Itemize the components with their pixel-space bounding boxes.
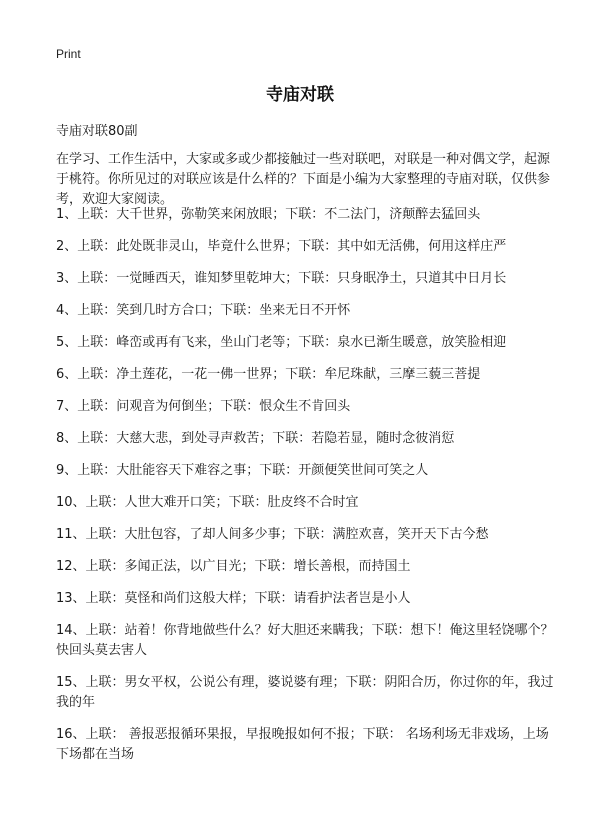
couplet-item: 16、上联： 善报恶报循环果报，早报晚报如何不报；下联： 名场利场无非戏场，上场下场都在当场 — [56, 727, 549, 762]
couplet-item: 6、上联：净土莲花，一花一佛一世界；下联：牟尼珠献，三摩三藐三菩提 — [56, 367, 481, 382]
couplet-list — [56, 205, 556, 777]
couplet-item: 5、上联：峰峦或再有飞来，坐山门老等；下联：泉水已渐生暖意，放笑脸相迎 — [56, 335, 507, 350]
couplet-item: 15、上联：男女平权，公说公有理，婆说婆有理；下联：阴阳合历，你过你的年，我过我的年 — [56, 675, 554, 710]
couplet-item: 7、上联：问观音为何倒坐；下联：恨众生不肯回头 — [56, 399, 351, 414]
subtitle: 寺庙对联80副 — [56, 124, 138, 139]
couplet-item: 14、上联：站着！你背地做些什么？好大胆还来瞒我；下联：想下！俺这里轻饶哪个？快回头莫去害人 — [56, 623, 554, 658]
couplet-item: 8、上联：大慈大悲，到处寻声救苦；下联：若隐若显，随时念彼消愆 — [56, 431, 455, 446]
couplet-item: 3、上联：一觉睡西天，谁知梦里乾坤大；下联：只身眠净土，只道其中日月长 — [56, 271, 507, 286]
couplet-item: 2、上联：此处既非灵山，毕竟什么世界；下联：其中如无活佛，何用这样庄严 — [56, 239, 507, 254]
couplet-item: 12、上联：多闻正法，以广目光；下联：增长善根，而持国土 — [56, 559, 411, 574]
couplet-item: 9、上联：大肚能容天下难容之事；下联：开颜便笑世间可笑之人 — [56, 463, 429, 478]
couplet-item: 13、上联：莫怪和尚们这般大样；下联：请看护法者岂是小人 — [56, 591, 411, 606]
print-link[interactable]: Print — [56, 47, 81, 61]
intro-paragraph: 在学习、工作生活中，大家或多或少都接触过一些对联吧，对联是一种对偶文学，起源于桃符。你所见过的对联应该是什么样的？下面是小编为大家整理的寺庙对联，仅供参考，欢迎大家阅读。 — [56, 152, 551, 207]
couplet-item: 10、上联：人世大难开口笑；下联：肚皮终不合时宜 — [56, 495, 359, 510]
couplet-item: 4、上联：笑到几时方合口；下联：坐来无日不开怀 — [56, 303, 351, 318]
page-title: 寺庙对联 — [266, 85, 334, 105]
couplet-item: 11、上联：大肚包容，了却人间多少事；下联：满腔欢喜，笑开天下古今愁 — [56, 527, 489, 542]
couplet-item: 1、上联：大千世界，弥勒笑来闲放眼；下联：不二法门，济颠醉去猛回头 — [56, 207, 481, 222]
